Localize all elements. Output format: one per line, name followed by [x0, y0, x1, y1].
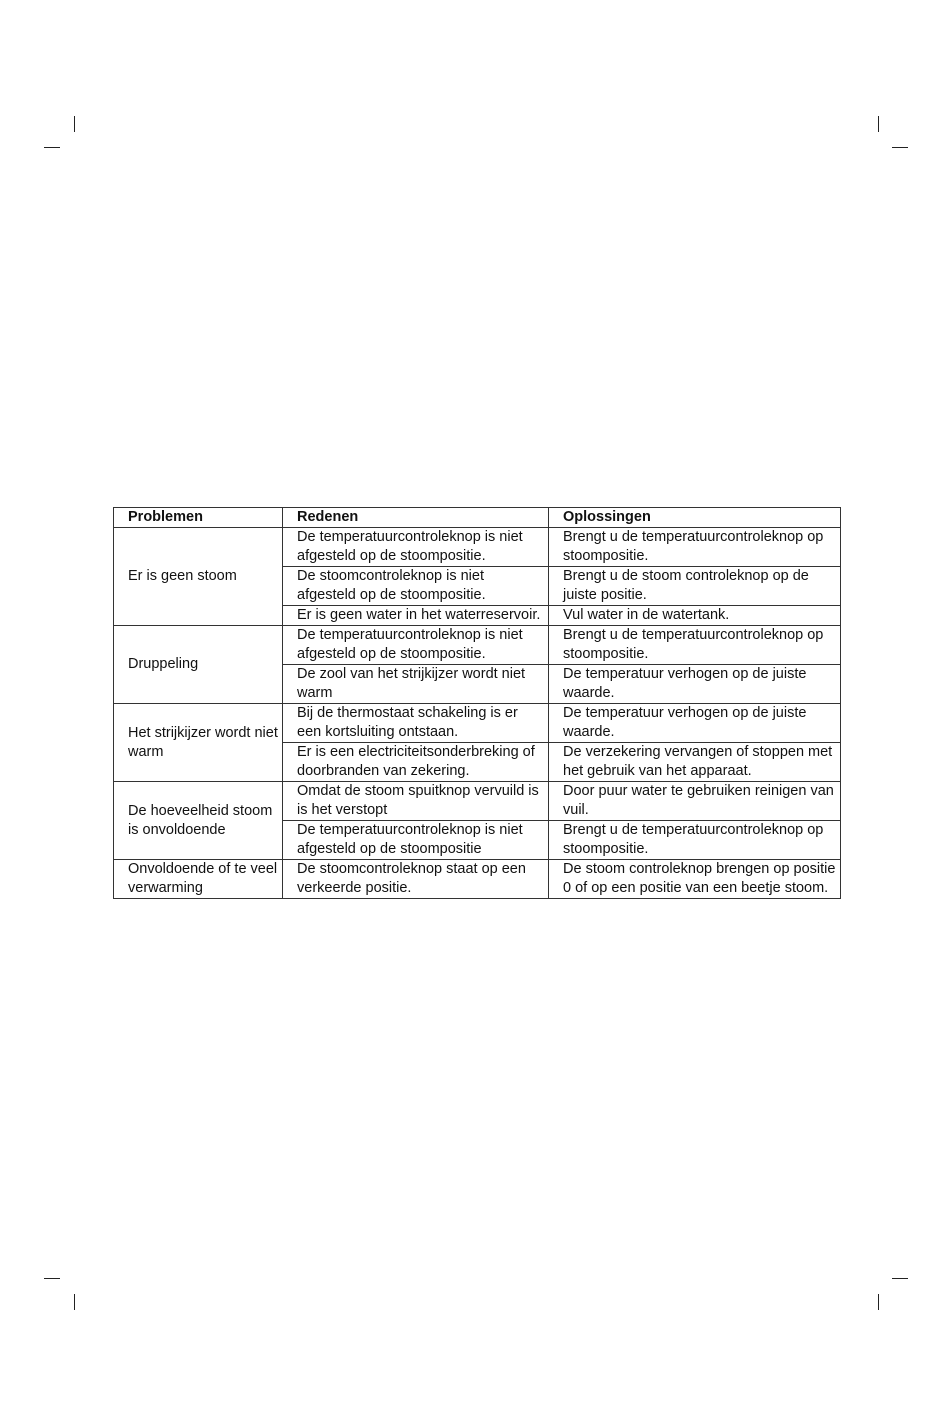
reason-cell: Omdat de stoom spuitknop vervuild is is het verstopt	[283, 782, 549, 821]
crop-mark-bottom-left-vertical	[74, 1294, 75, 1310]
table-row	[114, 860, 841, 899]
reason-cell: Er is een electriciteitsonderbreking of doorbranden van zekering.	[283, 743, 549, 782]
crop-mark-bottom-right-vertical	[878, 1294, 879, 1310]
problem-text: Onvoldoende of te veel verwarming	[128, 861, 278, 896]
problem-text: De hoeveelheid stoom is onvoldoende	[128, 802, 273, 838]
problem-cell	[114, 782, 283, 860]
header-solutions: Oplossingen	[549, 508, 841, 528]
table-row	[114, 782, 841, 821]
reason-cell: De temperatuurcontroleknop is niet afgesteld op de stoompositie.	[283, 626, 549, 665]
reason-cell: De stoomcontroleknop is niet afgesteld op de stoompositie.	[283, 567, 549, 606]
solution-cell: Brengt u de temperatuurcontroleknop op stoompositie.	[549, 528, 841, 567]
solution-cell: De stoom controleknop brengen op positie 0 of op een positie van een beetje stoom.	[549, 860, 841, 899]
reason-cell: De zool van het strijkijzer wordt niet warm	[283, 665, 549, 704]
solution-cell: Brengt u de temperatuurcontroleknop op stoompositie.	[549, 821, 841, 860]
table-row	[114, 626, 841, 665]
solution-cell: Door puur water te gebruiken reinigen van vuil.	[549, 782, 841, 821]
table-header	[114, 508, 841, 528]
reason-cell: De stoomcontroleknop staat op een verkeerde positie.	[283, 860, 549, 899]
solution-cell: Vul water in de watertank.	[549, 606, 841, 626]
header-reasons: Redenen	[283, 508, 549, 528]
crop-mark-top-left-horizontal	[44, 147, 60, 148]
crop-mark-top-left-vertical	[74, 116, 75, 132]
problem-text: Er is geen stoom	[128, 568, 237, 584]
reason-cell: De temperatuurcontroleknop is niet afgesteld op de stoompositie.	[283, 528, 549, 567]
problem-cell	[114, 704, 283, 782]
header-problems: Problemen	[114, 508, 283, 528]
crop-mark-top-right-horizontal	[892, 147, 908, 148]
table-body	[114, 528, 841, 899]
problem-cell	[114, 860, 283, 899]
problem-cell	[114, 626, 283, 704]
problem-text: Druppeling	[128, 656, 199, 672]
table-header-row	[114, 508, 841, 528]
crop-mark-bottom-left-horizontal	[44, 1278, 60, 1279]
reason-cell: De temperatuurcontroleknop is niet afgesteld op de stoompositie	[283, 821, 549, 860]
solution-cell: De temperatuur verhogen op de juiste waarde.	[549, 704, 841, 743]
solution-cell: De temperatuur verhogen op de juiste waarde.	[549, 665, 841, 704]
problem-cell	[114, 528, 283, 626]
crop-mark-top-right-vertical	[878, 116, 879, 132]
solution-cell: Brengt u de stoom controleknop op de juiste positie.	[549, 567, 841, 606]
table-row	[114, 704, 841, 743]
table-row	[114, 528, 841, 567]
troubleshooting-table	[113, 507, 841, 899]
solution-cell: Brengt u de temperatuurcontroleknop op stoompositie.	[549, 626, 841, 665]
solution-cell: De verzekering vervangen of stoppen met het gebruik van het apparaat.	[549, 743, 841, 782]
reason-cell: Er is geen water in het waterreservoir.	[283, 606, 549, 626]
crop-mark-bottom-right-horizontal	[892, 1278, 908, 1279]
problem-text: Het strijkijzer wordt niet warm	[128, 724, 278, 760]
reason-cell: Bij de thermostaat schakeling is er een kortsluiting ontstaan.	[283, 704, 549, 743]
